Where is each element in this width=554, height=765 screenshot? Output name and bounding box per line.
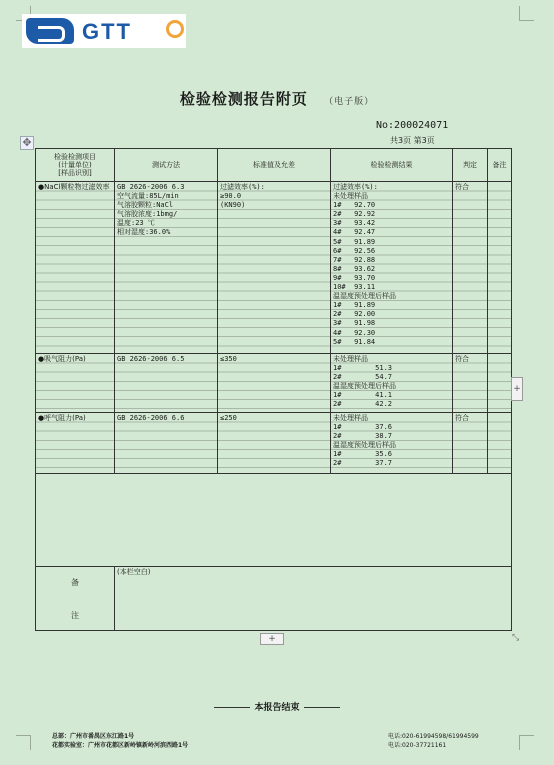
header-result: 检验检测结果 <box>331 149 453 182</box>
cell-result <box>331 354 453 413</box>
cell-result <box>331 182 453 354</box>
cell-standard: ≤350 <box>218 354 331 413</box>
logo-ring-icon <box>166 20 184 38</box>
footer <box>52 732 514 750</box>
crop-mark-top-right <box>519 6 534 21</box>
cell-method: GB 2626-2006 6.5 <box>115 354 218 413</box>
footer-lab: 花都实验室：广州市花都区新岭镇新岭河滨西路1号 <box>52 742 189 749</box>
company-logo <box>22 14 186 48</box>
result-line: 1# 91.89 <box>333 301 376 310</box>
cell-judgement: 符合 <box>453 182 488 354</box>
result-line: 未处理样品 <box>333 192 368 201</box>
header-method: 测试方法 <box>115 149 218 182</box>
crop-mark-bottom-left <box>16 735 31 750</box>
logo-text: GTT <box>82 19 132 44</box>
end-rule-right <box>304 707 340 708</box>
report-end-marker <box>0 700 554 713</box>
cell-judgement: 符合 <box>453 354 488 413</box>
table-blank-row <box>36 474 512 567</box>
result-line: 2# 37.7 <box>333 459 393 468</box>
result-line: 2# 42.2 <box>333 400 393 409</box>
result-line: 温湿度预处理后样品 <box>333 292 396 301</box>
report-title: 检验检测报告附页 <box>179 90 308 108</box>
logo-mark-icon <box>26 18 74 44</box>
end-rule-left <box>214 707 250 708</box>
page-count: 共3页 第3页 <box>390 136 435 145</box>
result-line: 4# 92.47 <box>333 228 376 237</box>
result-line: 9# 93.70 <box>333 273 376 282</box>
result-line: 1# 51.3 <box>333 364 393 373</box>
note-label-bottom: 注 <box>71 610 79 620</box>
result-line: 5# 91.84 <box>333 337 376 346</box>
add-row-button[interactable]: + <box>260 633 284 645</box>
blank-cell <box>36 474 512 567</box>
cell-item: ●吸气阻力(Pa) <box>36 354 115 413</box>
result-line: 1# 41.1 <box>333 391 393 400</box>
cell-item: ●呼气阻力(Pa) <box>36 413 115 474</box>
result-line: 3# 93.42 <box>333 219 376 228</box>
table-row <box>36 354 512 413</box>
report-subtitle: （电子版） <box>324 97 375 107</box>
note-label <box>36 567 115 631</box>
result-line: 2# 92.00 <box>333 310 376 319</box>
result-line: 温湿度预处理后样品 <box>333 441 396 450</box>
cell-result <box>331 413 453 474</box>
note-text: (本栏空白) <box>115 567 512 631</box>
table-move-handle-icon[interactable]: ✥ <box>20 136 34 150</box>
note-row <box>36 567 512 631</box>
result-line: 3# 91.98 <box>333 319 376 328</box>
header-item: 检验检测项目 (计量单位) [样品识别] <box>36 149 115 182</box>
end-text: 本报告结束 <box>254 703 300 713</box>
result-line: 2# 54.7 <box>333 373 393 382</box>
result-line: 1# 92.70 <box>333 201 376 210</box>
crop-mark-bottom-right <box>519 735 534 750</box>
result-line: 5# 91.89 <box>333 237 376 246</box>
resize-handle-icon[interactable]: ⤡ <box>512 633 520 643</box>
footer-hq-phone: 电话:020-61994598/61994599 <box>388 733 479 740</box>
add-column-button[interactable]: + <box>511 377 523 401</box>
cell-remark <box>488 354 512 413</box>
cell-method: GB 2626-2006 6.6 <box>115 413 218 474</box>
footer-lab-phone: 电话:020-37721161 <box>388 742 447 749</box>
result-line: 6# 92.56 <box>333 246 376 255</box>
cell-item: ●NaCl颗粒物过滤效率 <box>36 182 115 354</box>
result-line: 8# 93.62 <box>333 264 376 273</box>
result-line: 1# 35.6 <box>333 450 393 459</box>
note-label-top: 备 <box>71 577 79 587</box>
table-row <box>36 413 512 474</box>
result-line: 10# 93.11 <box>333 283 376 292</box>
header-judgement: 判定 <box>453 149 488 182</box>
result-line: 未处理样品 <box>333 355 368 363</box>
header-remark: 备注 <box>488 149 512 182</box>
result-line: 2# 92.92 <box>333 210 376 219</box>
report-number: No:200024071 <box>376 120 449 131</box>
result-line: 1# 37.6 <box>333 423 393 432</box>
report-title-block <box>0 88 554 109</box>
table-header-row <box>36 149 512 182</box>
result-line: 7# 92.88 <box>333 255 376 264</box>
result-line: 过滤效率(%): <box>333 183 378 191</box>
cell-remark <box>488 182 512 354</box>
results-table <box>35 148 512 631</box>
table-row <box>36 182 512 354</box>
footer-hq: 总部：广州市番禺区东江路1号 <box>52 733 135 740</box>
result-line: 4# 92.30 <box>333 328 376 337</box>
cell-method: GB 2626-2006 6.3 空气流量:85L/min 气溶胶颗粒:NaCl 气溶胶浓度:1bmg/ 温度:23 ℃ 相对湿度:36.0% <box>115 182 218 354</box>
cell-standard: ≤250 <box>218 413 331 474</box>
header-standard: 标准值及允差 <box>218 149 331 182</box>
result-line: 2# 38.7 <box>333 432 393 441</box>
result-line: 温湿度预处理后样品 <box>333 382 396 391</box>
cell-standard: 过滤效率(%): ≥90.0 (KN90) <box>218 182 331 354</box>
cell-remark <box>488 413 512 474</box>
cell-judgement: 符合 <box>453 413 488 474</box>
result-line: 未处理样品 <box>333 414 368 422</box>
